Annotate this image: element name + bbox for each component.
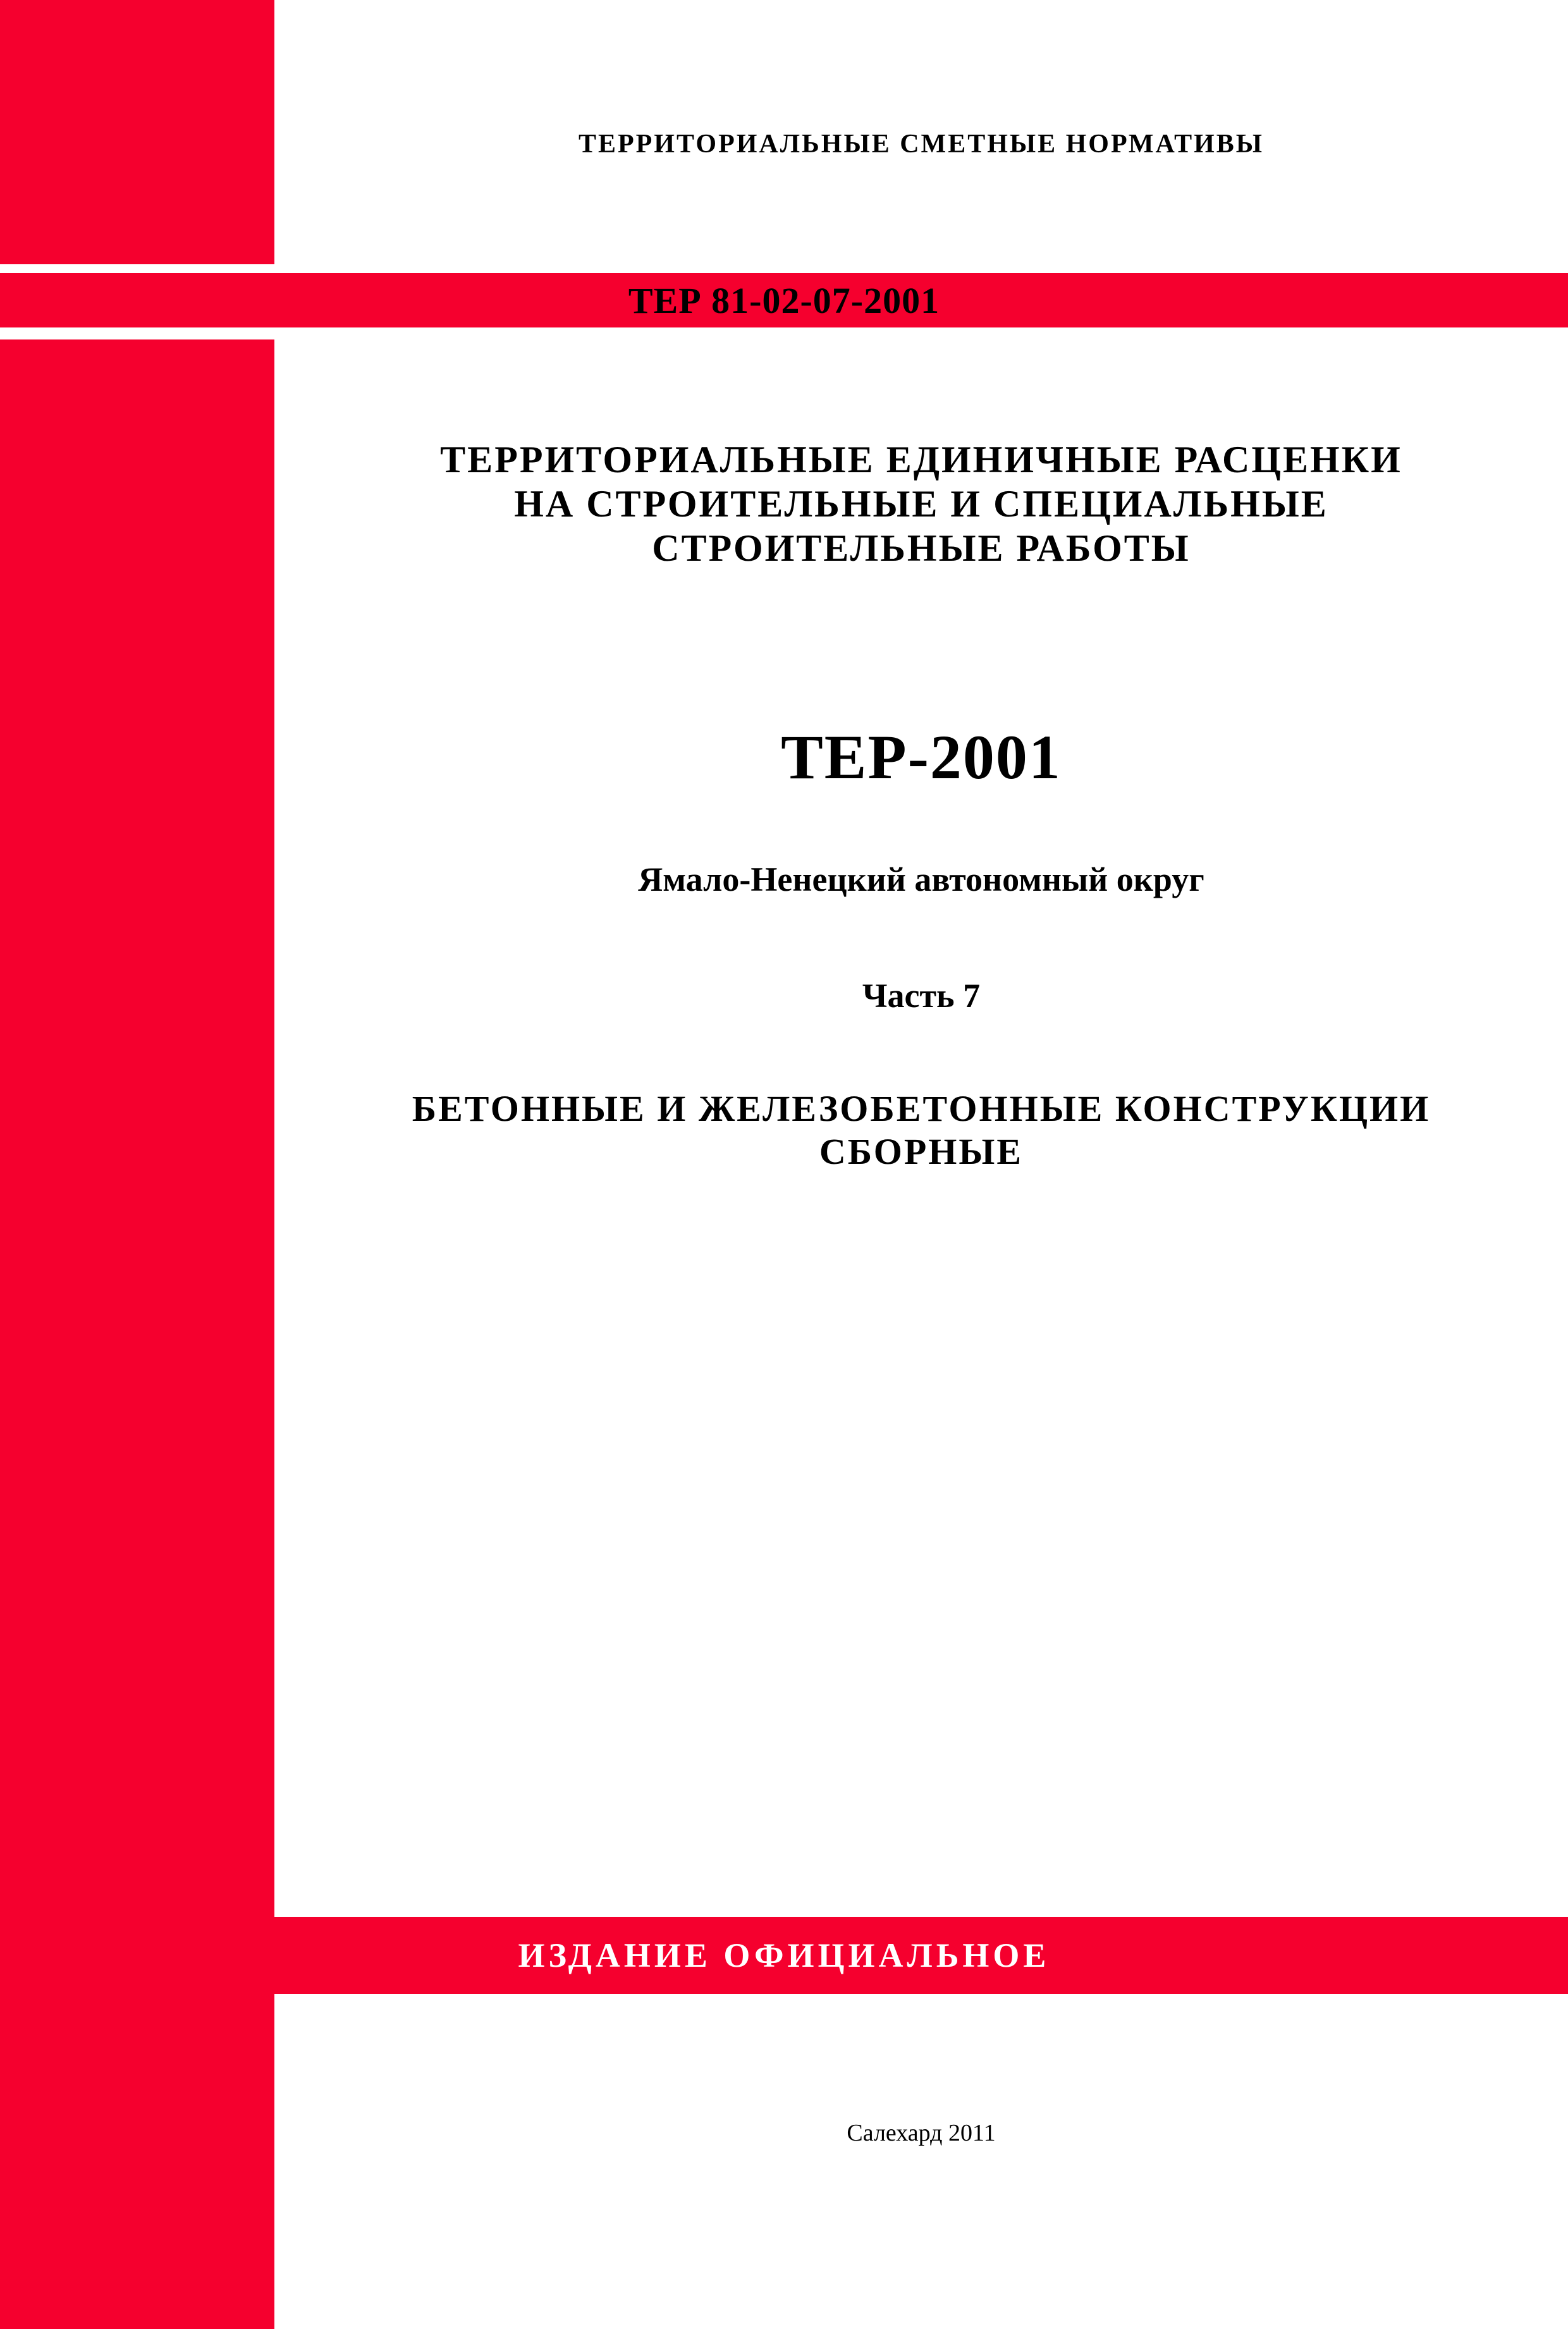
document-designation: ТЕР 81-02-07-2001 [628,279,940,321]
official-edition-band [0,1917,1568,1994]
section-title-line: СБОРНЫЕ [819,1131,1024,1172]
section-title-line: БЕТОННЫЕ И ЖЕЛЕЗОБЕТОННЫЕ КОНСТРУКЦИИ [412,1088,1431,1129]
left-red-strip-bottom [0,2004,274,2218]
left-red-strip-top [0,0,274,264]
part-number: Часть 7 [862,977,981,1015]
designation-band [0,273,1568,327]
collection-code: ТЕР-2001 [781,722,1062,792]
series-heading: ТЕРРИТОРИАЛЬНЫЕ СМЕТНЫЕ НОРМАТИВЫ [578,130,1265,159]
region-name: Ямало-Ненецкий автономный округ [638,860,1204,898]
main-title [274,437,1568,570]
official-edition-label: ИЗДАНИЕ ОФИЦИАЛЬНОЕ [518,1936,1050,1974]
imprint-city-year: Салехард 2011 [847,2120,996,2146]
section-title [274,1087,1568,1173]
main-title-line: ТЕРРИТОРИАЛЬНЫЕ ЕДИНИЧНЫЕ РАСЦЕНКИ [440,439,1402,480]
main-title-line: СТРОИТЕЛЬНЫЕ РАБОТЫ [652,527,1191,569]
main-title-line: НА СТРОИТЕЛЬНЫЕ И СПЕЦИАЛЬНЫЕ [514,483,1328,525]
